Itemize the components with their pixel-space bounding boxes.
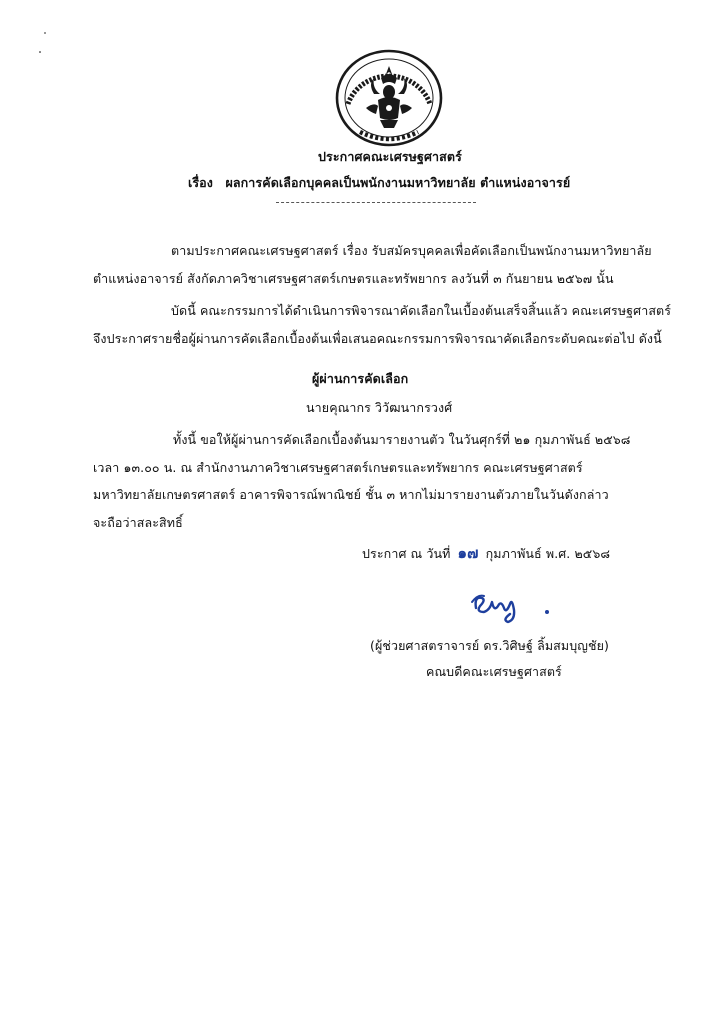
scan-speck bbox=[39, 51, 41, 53]
section-heading: ผู้ผ่านการคัดเลือก bbox=[312, 371, 409, 386]
paragraph-3-line-1: ทั้งนี้ ขอให้ผู้ผ่านการคัดเลือกเบื้องต้นมารายงานตัว ในวันศุกร์ที่ ๒๑ กุมภาพันธ์ ๒๕๖๘ bbox=[173, 432, 631, 447]
signatory-position: คณบดีคณะเศรษฐศาสตร์ bbox=[426, 664, 562, 679]
date-rest: กุมภาพันธ์ พ.ศ. ๒๕๖๘ bbox=[485, 546, 611, 561]
paragraph-1-line-2: ตำแหน่งอาจารย์ สังกัดภาควิชาเศรษฐศาสตร์เกษตรและทรัพยากร ลงวันที่ ๓ กันยายน ๒๕๖๗ นั้น bbox=[93, 271, 614, 286]
subject-text: ผลการคัดเลือกบุคคลเป็นพนักงานมหาวิทยาลัย ตำแหน่งอาจารย์ bbox=[225, 175, 571, 190]
subject-line bbox=[188, 175, 570, 191]
date-prefix: ประกาศ ณ วันที่ bbox=[362, 546, 451, 561]
announcement-date bbox=[362, 545, 610, 562]
paragraph-3-line-3: มหาวิทยาลัยเกษตรศาสตร์ อาคารพิจารณ์พาณิชย์ ชั้น ๓ หากไม่มารายงานตัวภายในวันดังกล่าว bbox=[93, 487, 609, 502]
paragraph-1-line-1: ตามประกาศคณะเศรษฐศาสตร์ เรื่อง รับสมัครบุคคลเพื่อคัดเลือกเป็นพนักงานมหาวิทยาลัย bbox=[171, 243, 652, 258]
handwritten-signature bbox=[468, 588, 568, 628]
candidate-name: นายคุณากร วิวัฒนากรวงศ์ bbox=[306, 400, 453, 415]
scan-speck bbox=[44, 32, 46, 34]
date-day-handwritten: ๑๗ bbox=[457, 544, 479, 562]
paragraph-3-line-2: เวลา ๑๓.๐๐ น. ณ สำนักงานภาควิชาเศรษฐศาสตร์เกษตรและทรัพยากร คณะเศรษฐศาสตร์ bbox=[93, 460, 583, 475]
university-seal-logo bbox=[334, 48, 444, 148]
signatory-name: (ผู้ช่วยศาสตราจารย์ ดร.วิศิษฐ์ ลิ้มสมบุญชัย) bbox=[370, 638, 610, 653]
paragraph-2-line-2: จึงประกาศรายชื่อผู้ผ่านการคัดเลือกเบื้องต้นเพื่อเสนอคณะกรรมการพิจารณาคัดเลือกระดับคณะต่อไป ดังนี้ bbox=[93, 331, 662, 346]
announcement-title: ประกาศคณะเศรษฐศาสตร์ bbox=[318, 149, 462, 164]
header-divider bbox=[276, 202, 476, 203]
subject-label: เรื่อง bbox=[188, 175, 213, 190]
paragraph-2-line-1: บัดนี้ คณะกรรมการได้ดำเนินการพิจารณาคัดเลือกในเบื้องต้นเสร็จสิ้นแล้ว คณะเศรษฐศาสตร์ bbox=[171, 303, 672, 318]
paragraph-3-line-4: จะถือว่าสละสิทธิ์ bbox=[93, 515, 183, 530]
